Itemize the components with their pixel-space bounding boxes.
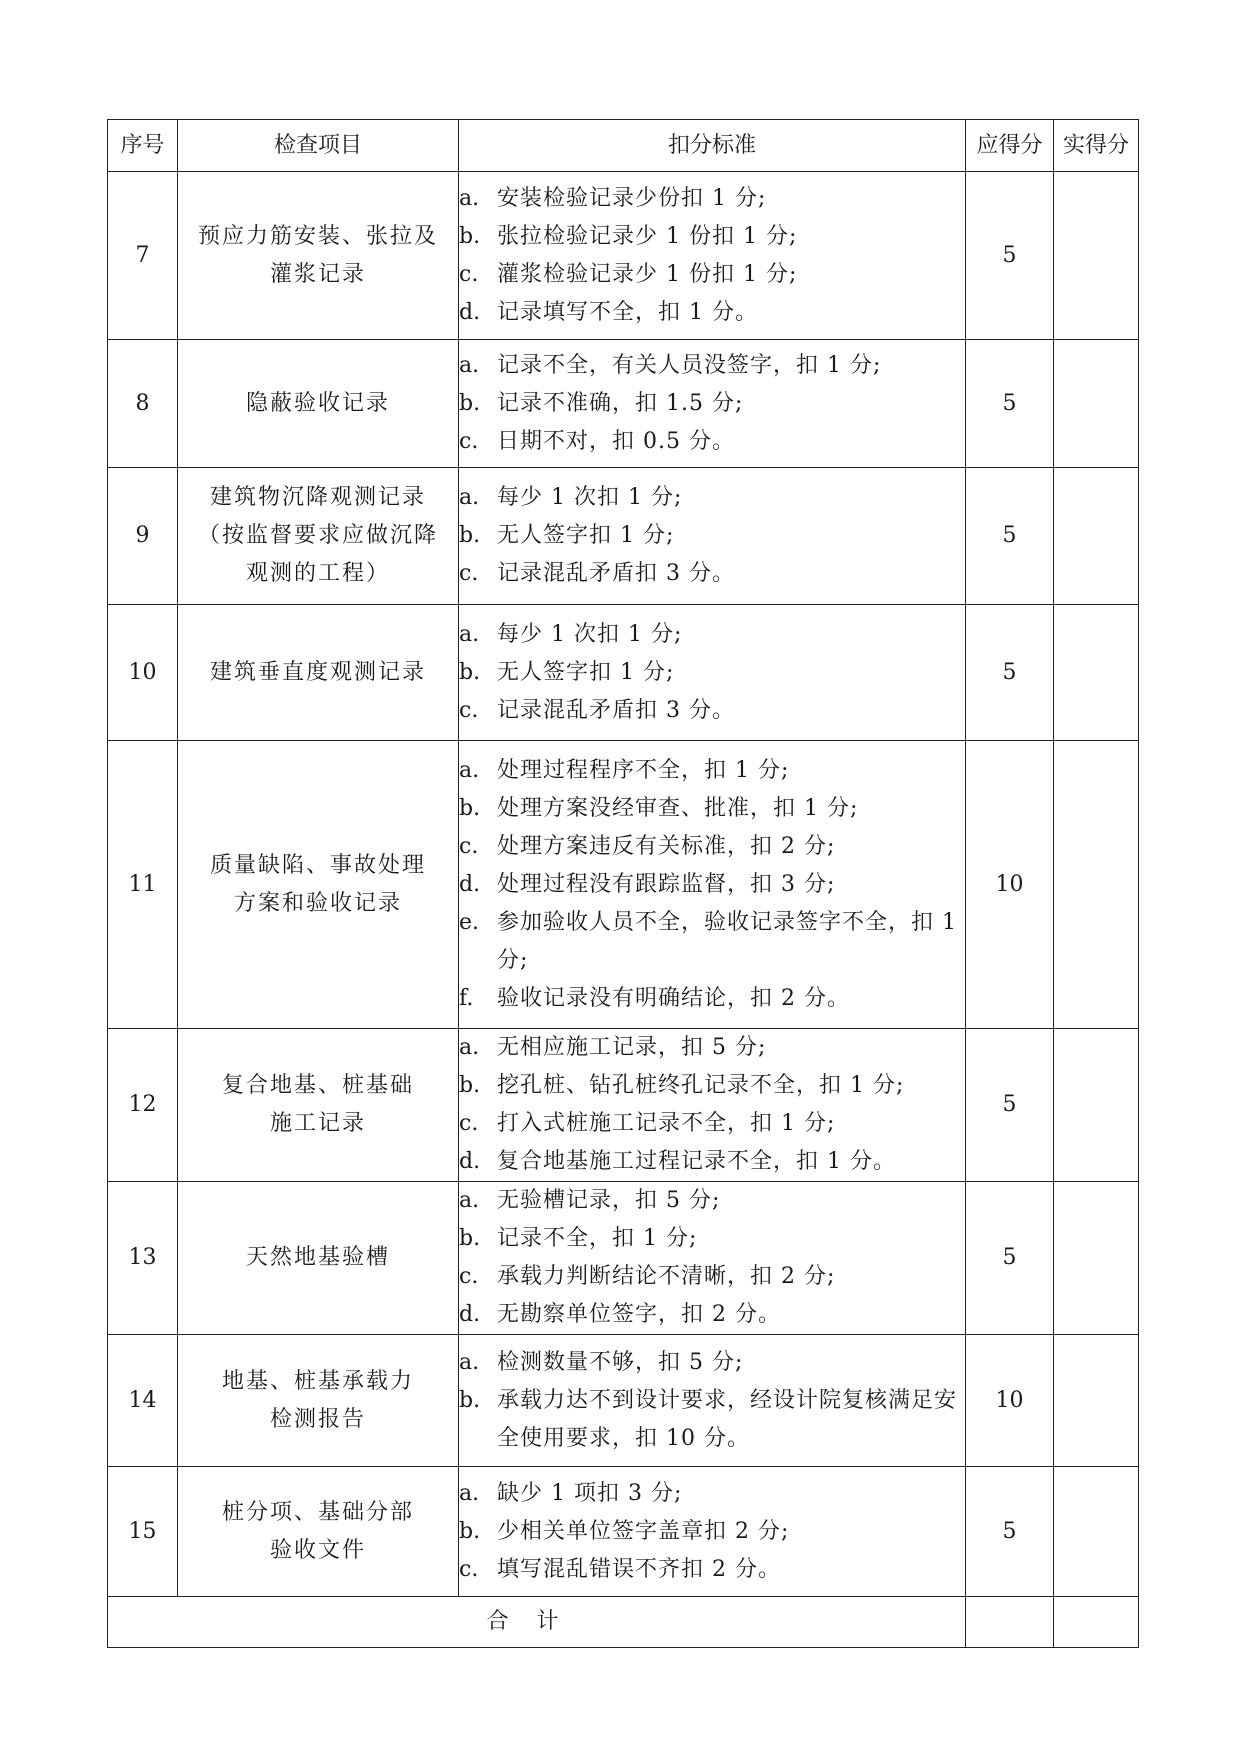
criterion-text: 缺少 1 项扣 3 分;: [497, 1480, 683, 1506]
criterion: [459, 1182, 965, 1220]
row-no: 13: [108, 1182, 178, 1335]
header-actual-score: 实得分: [1054, 120, 1139, 172]
row-max-score: 5: [966, 172, 1054, 340]
table-row: [108, 340, 1139, 468]
criterion-letter: a.: [459, 1349, 480, 1375]
criterion: [459, 1220, 965, 1258]
table-row: [108, 1335, 1139, 1467]
criterion: [459, 294, 965, 332]
row-no: 7: [108, 172, 178, 340]
row-actual-score-cell[interactable]: [1054, 1335, 1139, 1467]
criterion-letter: a.: [459, 185, 480, 211]
item-line: 建筑物沉降观测记录: [209, 485, 426, 510]
row-item: [178, 172, 459, 340]
criterion-letter: c.: [459, 697, 479, 723]
item-line: 施工记录: [269, 1111, 366, 1136]
criterion-text: 无验槽记录，扣 5 分;: [497, 1188, 721, 1213]
table-row: [108, 1029, 1139, 1182]
criterion-text: 处理过程没有跟踪监督，扣 3 分;: [497, 871, 836, 897]
criterion: [459, 904, 965, 980]
row-criteria: [459, 741, 966, 1029]
item-line: 检测报告: [269, 1406, 366, 1432]
row-no: 12: [108, 1029, 178, 1182]
criterion-letter: c.: [459, 1111, 479, 1136]
criterion: [459, 1344, 965, 1382]
criterion-text: 无人签字扣 1 分;: [497, 523, 675, 548]
total-max-score-cell[interactable]: [966, 1597, 1054, 1648]
criterion-text: 记录不全，扣 1 分;: [497, 1226, 698, 1251]
criterion-text: 处理方案没经审查、批准，扣 1 分;: [497, 795, 859, 821]
row-actual-score-cell[interactable]: [1054, 741, 1139, 1029]
criterion-letter: b.: [459, 1387, 481, 1413]
row-actual-score-cell[interactable]: [1054, 1029, 1139, 1182]
criterion-letter: a.: [459, 485, 480, 510]
row-no: 14: [108, 1335, 178, 1467]
row-item: [178, 1182, 459, 1335]
row-no: 11: [108, 741, 178, 1029]
criterion-text: 每少 1 次扣 1 分;: [497, 621, 683, 647]
row-actual-score-cell[interactable]: [1054, 605, 1139, 741]
criterion: [459, 256, 965, 294]
criterion: [459, 828, 965, 866]
criterion-letter: b.: [459, 1073, 481, 1098]
criterion-text: 挖孔桩、钻孔桩终孔记录不全，扣 1 分;: [497, 1073, 905, 1098]
criterion: [459, 385, 965, 423]
row-no: 10: [108, 605, 178, 741]
criterion: [459, 218, 965, 256]
table-row: [108, 172, 1139, 340]
criterion-letter: b.: [459, 795, 481, 821]
row-no: 15: [108, 1467, 178, 1597]
criterion-text: 记录不准确，扣 1.5 分;: [497, 390, 744, 416]
row-max-score: 5: [966, 1182, 1054, 1335]
criterion: [459, 1067, 965, 1105]
criterion-text: 无人签字扣 1 分;: [497, 659, 675, 685]
criterion: [459, 517, 965, 555]
criterion-text: 承载力达不到设计要求，经设计院复核满足安全使用要求，扣 10 分。: [497, 1387, 958, 1451]
criterion-letter: a.: [459, 1035, 480, 1060]
criterion-text: 填写混乱错误不齐扣 2 分。: [497, 1556, 781, 1582]
row-item: [178, 1467, 459, 1597]
criterion-letter: c.: [459, 1264, 479, 1289]
criterion-letter: f.: [459, 985, 474, 1011]
row-criteria: [459, 1467, 966, 1597]
criterion-letter: a.: [459, 1480, 480, 1506]
header-max-score: 应得分: [966, 120, 1054, 172]
header-item: 检查项目: [178, 120, 459, 172]
row-item: [178, 1029, 459, 1182]
criterion-letter: b.: [459, 223, 481, 249]
criterion-text: 参加验收人员不全，验收记录签字不全，扣 1 分;: [497, 909, 957, 973]
table-row: [108, 741, 1139, 1029]
row-max-score: 5: [966, 340, 1054, 468]
total-row: [108, 1597, 1139, 1648]
row-criteria: [459, 1335, 966, 1467]
criterion-letter: c.: [459, 561, 479, 586]
criterion-letter: b.: [459, 390, 481, 416]
item-line: 验收文件: [269, 1537, 366, 1563]
row-actual-score-cell[interactable]: [1054, 172, 1139, 340]
criterion-letter: c.: [459, 833, 479, 859]
item-line: 隐蔽验收记录: [245, 390, 390, 416]
criterion: [459, 790, 965, 828]
item-line: 质量缺陷、事故处理: [209, 852, 426, 878]
table-row: [108, 605, 1139, 741]
row-criteria: [459, 605, 966, 741]
item-line: 灌浆记录: [269, 261, 366, 287]
row-criteria: [459, 1182, 966, 1335]
criterion: [459, 1551, 965, 1589]
criterion-letter: b.: [459, 523, 481, 548]
criterion-letter: a.: [459, 621, 480, 647]
criterion-text: 处理过程程序不全，扣 1 分;: [497, 757, 790, 783]
criterion-letter: d.: [459, 299, 481, 325]
total-actual-score-cell[interactable]: [1054, 1597, 1139, 1648]
criterion: [459, 654, 965, 692]
item-line: 观测的工程）: [245, 561, 390, 586]
header-row: [108, 120, 1139, 172]
row-max-score: 5: [966, 468, 1054, 605]
criterion-letter: b.: [459, 1518, 481, 1544]
item-line: 建筑垂直度观测记录: [209, 659, 426, 685]
criterion-letter: d.: [459, 1302, 481, 1327]
row-item: [178, 1335, 459, 1467]
row-criteria: [459, 172, 966, 340]
criterion-text: 检测数量不够，扣 5 分;: [497, 1349, 744, 1375]
criterion-text: 记录不全，有关人员没签字，扣 1 分;: [497, 352, 882, 378]
item-line: 预应力筋安装、张拉及: [197, 223, 438, 249]
criterion-letter: a.: [459, 1188, 480, 1213]
criterion-letter: d.: [459, 871, 481, 897]
item-line: 地基、桩基承载力: [221, 1368, 414, 1394]
criterion: [459, 1296, 965, 1334]
item-line: 复合地基、桩基础: [221, 1073, 414, 1098]
row-actual-score-cell[interactable]: [1054, 468, 1139, 605]
criterion-text: 少相关单位签字盖章扣 2 分;: [497, 1518, 790, 1544]
criterion: [459, 1029, 965, 1067]
row-item: [178, 741, 459, 1029]
item-line: 天然地基验槽: [245, 1245, 390, 1270]
total-label: 合计: [108, 1597, 966, 1648]
criterion-text: 复合地基施工过程记录不全，扣 1 分。: [497, 1149, 896, 1174]
criterion-letter: a.: [459, 757, 480, 783]
row-actual-score-cell[interactable]: [1054, 340, 1139, 468]
criterion: [459, 866, 965, 904]
criterion: [459, 479, 965, 517]
criterion-text: 无勘察单位签字，扣 2 分。: [497, 1302, 781, 1327]
criterion-text: 灌浆检验记录少 1 份扣 1 分;: [497, 261, 798, 287]
criterion-letter: c.: [459, 1556, 479, 1582]
criterion: [459, 1475, 965, 1513]
row-criteria: [459, 1029, 966, 1182]
row-actual-score-cell[interactable]: [1054, 1182, 1139, 1335]
row-max-score: 5: [966, 605, 1054, 741]
table-row: [108, 1182, 1139, 1335]
criterion: [459, 980, 965, 1018]
criterion: [459, 1258, 965, 1296]
table-row: [108, 468, 1139, 605]
row-max-score: 5: [966, 1029, 1054, 1182]
item-line: （按监督要求应做沉降: [197, 523, 438, 548]
criterion-text: 每少 1 次扣 1 分;: [497, 485, 683, 510]
row-max-score: 10: [966, 741, 1054, 1029]
criterion: [459, 180, 965, 218]
criterion-text: 记录混乱矛盾扣 3 分。: [497, 697, 735, 723]
header-standard: 扣分标准: [459, 120, 966, 172]
criterion-text: 安装检验记录少份扣 1 分;: [497, 185, 767, 211]
criterion-letter: b.: [459, 1226, 481, 1251]
criterion: [459, 752, 965, 790]
inspection-score-table: [107, 119, 1139, 1648]
criterion-letter: e.: [459, 909, 480, 935]
criterion: [459, 692, 965, 730]
criterion-text: 承载力判断结论不清晰，扣 2 分;: [497, 1264, 836, 1289]
table-row: [108, 1467, 1139, 1597]
criterion-text: 张拉检验记录少 1 份扣 1 分;: [497, 223, 798, 249]
item-line: 桩分项、基础分部: [221, 1499, 414, 1525]
row-criteria: [459, 340, 966, 468]
criterion-text: 验收记录没有明确结论，扣 2 分。: [497, 985, 850, 1011]
row-criteria: [459, 468, 966, 605]
row-max-score: 10: [966, 1335, 1054, 1467]
criterion: [459, 347, 965, 385]
row-item: [178, 468, 459, 605]
criterion-letter: c.: [459, 428, 479, 454]
criterion: [459, 423, 965, 461]
criterion: [459, 1105, 965, 1143]
criterion-text: 无相应施工记录，扣 5 分;: [497, 1035, 767, 1060]
criterion: [459, 1382, 965, 1458]
criterion-letter: b.: [459, 659, 481, 685]
criterion-text: 记录混乱矛盾扣 3 分。: [497, 561, 735, 586]
row-no: 8: [108, 340, 178, 468]
criterion-text: 打入式桩施工记录不全，扣 1 分;: [497, 1111, 836, 1136]
criterion-text: 处理方案违反有关标准，扣 2 分;: [497, 833, 836, 859]
criterion: [459, 1513, 965, 1551]
criterion-letter: d.: [459, 1149, 481, 1174]
header-no: 序号: [108, 120, 178, 172]
criterion: [459, 616, 965, 654]
criterion-letter: a.: [459, 352, 480, 378]
row-item: [178, 605, 459, 741]
row-actual-score-cell[interactable]: [1054, 1467, 1139, 1597]
criterion: [459, 1143, 965, 1181]
item-line: 方案和验收记录: [233, 890, 402, 916]
row-max-score: 5: [966, 1467, 1054, 1597]
row-item: [178, 340, 459, 468]
criterion-text: 日期不对，扣 0.5 分。: [497, 428, 735, 454]
criterion-letter: c.: [459, 261, 479, 287]
criterion-text: 记录填写不全，扣 1 分。: [497, 299, 758, 325]
row-no: 9: [108, 468, 178, 605]
criterion: [459, 555, 965, 593]
